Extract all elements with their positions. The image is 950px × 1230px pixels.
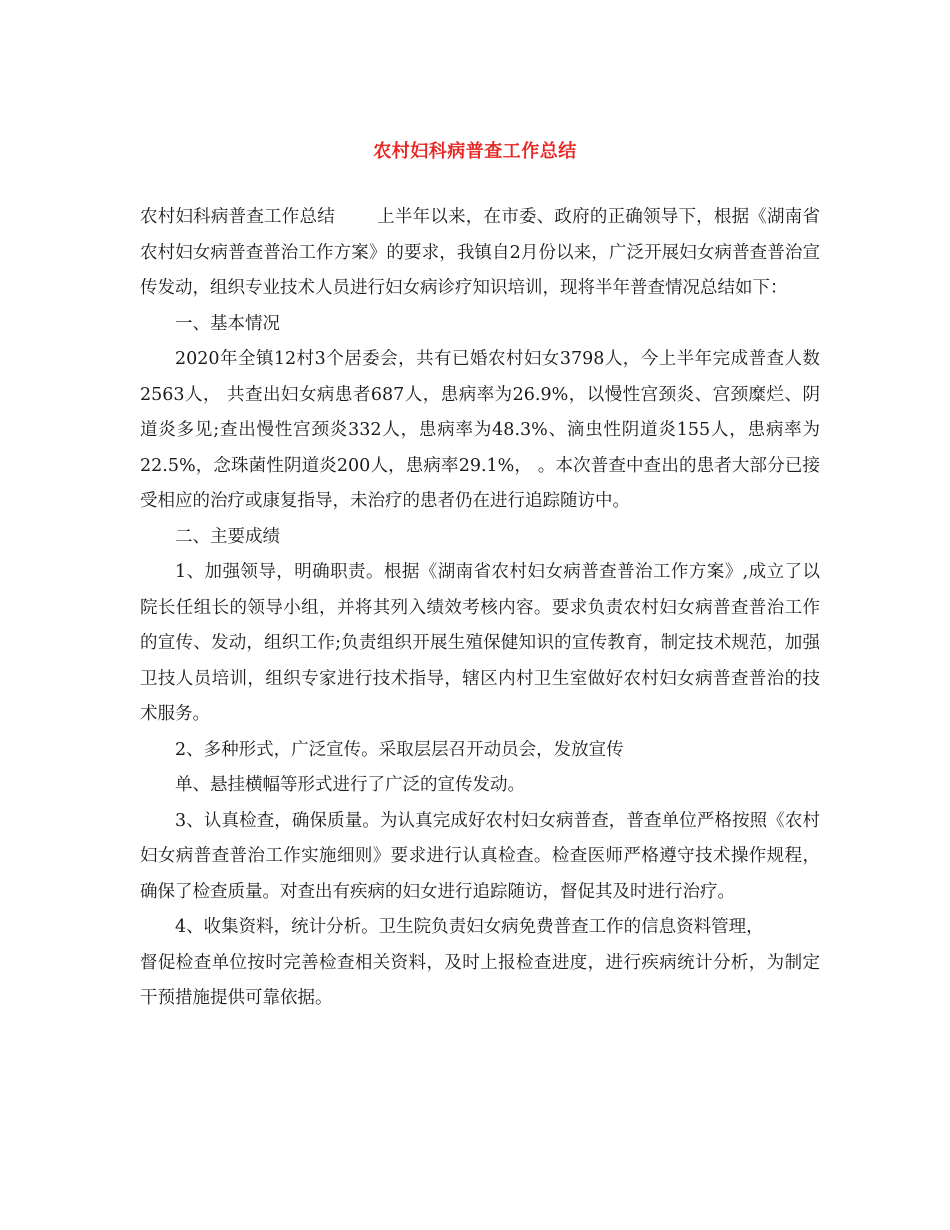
section1-heading: 一、基本情况	[175, 313, 280, 334]
item2-line2: 单、悬挂横幅等形式进行了广泛的宣传发动。	[175, 775, 525, 795]
item4-paragraph: 督促检查单位按时完善检查相关资料，及时上报检查进度，进行疾病统计分析，为制定干预措施提供可靠依据。	[140, 952, 820, 1008]
item2-line1: 2、多种形式，广泛宣传。采取层层召开动员会，发放宣传	[175, 739, 624, 760]
section2-heading: 二、主要成绩	[175, 526, 280, 547]
document-body	[140, 200, 820, 1017]
item3-paragraph: 3、认真检查，确保质量。为认真完成好农村妇女病普查，普查单位严格按照《农村妇女病普查普治工作实施细则》要求进行认真检查。检查医师严格遵守技术操作规程，确保了检查质量。对查出有疾病的妇女进行追踪随访，督促其及时进行治疗。	[140, 810, 820, 902]
item4-line1: 4、收集资料，统计分析。卫生院负责妇女病免费普查工作的信息资料管理，	[175, 917, 764, 937]
intro-text: 上半年以来，在市委、政府的正确领导下，根据《湖南省农村妇女病普查普治工作方案》的要求，我镇自2月份以来，广泛开展妇女病普查普治宣传发动，组织专业技术人员进行妇女病诊疗知识培训，现将半年普查情况总结如下：	[140, 207, 821, 298]
item1-paragraph: 1、加强领导，明确职责。根据《湖南省农村妇女病普查普治工作方案》,成立了以院长任组长的领导小组，并将其列入绩效考核内容。要求负责农村妇女病普查普治工作的宣传、发动，组织工作;负责组织开展生殖保健知识的宣传教育，制定技术规范，加强卫技人员培训，组织专家进行技术指导，辖区内村卫生室做好农村妇女病普查普治的技术服务。	[140, 562, 820, 724]
intro-paragraph	[140, 200, 820, 307]
intro-label: 农村妇科病普查工作总结	[140, 207, 335, 227]
section1-paragraph: 2020年全镇12村3个居委会，共有已婚农村妇女3798人，今上半年完成普查人数2563人， 共查出妇女病患者687人，患病率为26.9%，以慢性宫颈炎、宫颈糜烂、阴道炎多见;查出慢性宫颈炎332人，患病率为48.3%、滴虫性阴道炎155人，患病率为22.5%，念珠菌性阴道炎200人，患病率29.1%， 。本次普查中查出的患者大部分已接受相应的治疗或康复指导，未治疗的患者仍在进行追踪随访中。	[140, 349, 820, 511]
document-title: 农村妇科病普查工作总结	[373, 141, 577, 162]
